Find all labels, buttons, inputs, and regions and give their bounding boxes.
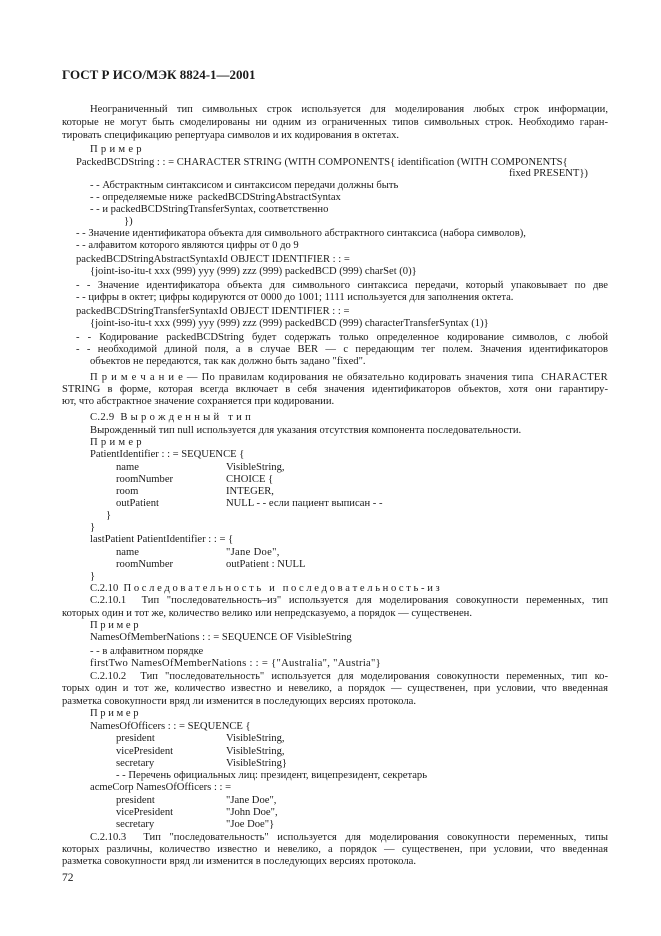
- text-line: - - Кодирование packedBCDString будет содержать только определенное кодирование символов, с любой: [76, 332, 608, 343]
- text-line: secretary: [116, 758, 155, 769]
- text-line: VisibleString}: [226, 758, 287, 769]
- text-line: - - алфавитом которого являются цифры от 0 до 9: [76, 240, 299, 251]
- text-line: STRING в форме, которая всегда включает в себя значения идентификаторов объектов, хотя они гарантиру-: [62, 384, 608, 395]
- text-line: - - Перечень официальных лиц: президент, вицепрезидент, секретарь: [116, 770, 428, 781]
- text-line: Вырожденный тип null используется для указания отсутствия компонента последовательности.: [90, 425, 522, 436]
- text-line: П р и м е р: [90, 620, 139, 631]
- text-line: - - и packedBCDStringTransferSyntax, соответственно: [90, 204, 329, 215]
- text-line: INTEGER,: [226, 486, 274, 497]
- text-line: - - Значение идентификатора объекта для символьного синтаксиса передачи, который упаковывает по две: [76, 280, 608, 291]
- text-line: ют, что абстрактное значение сохраняется при кодировании.: [62, 396, 335, 407]
- text-line: которые не могут быть смоделированы ни одним из ограниченных типов символьных строк. Необходимо гаран-: [62, 117, 608, 128]
- text-line: president: [116, 733, 155, 744]
- text-line: VisibleString,: [226, 462, 285, 473]
- text-line: C.2.10 П о с л е д о в а т е л ь н о с т ь и п о с л е д о в а т е л ь н о с т ь - и з: [90, 583, 440, 594]
- text-line: {joint-iso-itu-t xxx (999) yyy (999) zzz (999) packedBCD (999) characterTransferSyntax (1)}: [90, 318, 489, 329]
- text-line: {joint-iso-itu-t xxx (999) yyy (999) zzz (999) packedBCD (999) charSet (0)}: [90, 266, 417, 277]
- text-line: roomNumber: [116, 474, 174, 485]
- text-line: - - необходимой длиной поля, а в случае BER — с передающим тег полем. Значения идентификаторов: [76, 344, 608, 355]
- text-line: - - цифры в октет; цифры кодируются от 0000 до 1001; 1111 используется для заполнения октета.: [76, 292, 514, 303]
- text-line: room: [116, 486, 139, 497]
- text-line: NamesOfMemberNations : : = SEQUENCE OF VisibleString: [90, 632, 352, 643]
- text-line: VisibleString,: [226, 746, 285, 757]
- text-line: vicePresident: [116, 807, 174, 818]
- text-line: П р и м е р: [90, 708, 139, 719]
- text-line: - - Абстрактным синтаксисом и синтаксисом передачи должны быть: [90, 180, 399, 191]
- text-line: name: [116, 547, 139, 558]
- text-line: roomNumber: [116, 559, 174, 570]
- text-line: которых один и тот же, количество велико или непредсказуемо, а порядок — существенен.: [62, 608, 473, 619]
- page-number: 72: [62, 872, 74, 884]
- text-line: C.2.10.1 Тип "последовательность–из" используется для моделирования совокупности переменных, тип: [90, 595, 608, 606]
- text-line: VisibleString,: [226, 733, 285, 744]
- text-line: - - определяемые ниже packedBCDStringAbstractSyntax: [90, 192, 341, 203]
- text-line: firstTwo NamesOfMemberNations : : = {"Australia", "Austria"}: [90, 658, 382, 669]
- text-line: }): [124, 216, 133, 227]
- text-line: president: [116, 795, 155, 806]
- text-line: packedBCDStringTransferSyntaxId OBJECT IDENTIFIER : : =: [76, 306, 350, 317]
- text-line: - - в алфавитном порядке: [90, 646, 204, 657]
- text-line: vicePresident: [116, 746, 174, 757]
- text-line: тировать спецификацию репертуара символов и их кодирования в октетах.: [62, 130, 400, 141]
- text-line: П р и м е ч а н и е — По правилам кодирования не обязательно кодировать значения типа CHARACTER: [90, 372, 608, 383]
- text-line: }: [90, 571, 96, 582]
- text-line: lastPatient PatientIdentifier : : = {: [90, 534, 234, 545]
- text-line: C.2.10.3 Тип "последовательность" используется для моделирования совокупности переменных, типы: [90, 832, 608, 843]
- text-line: }: [90, 522, 96, 533]
- text-line: packedBCDStringAbstractSyntaxId OBJECT IDENTIFIER : : =: [76, 254, 350, 265]
- text-line: outPatient: [116, 498, 159, 509]
- text-line: "Jane Doe",: [226, 547, 280, 558]
- text-line: которых различны, количество известно и невелико, а порядок — существенен, при условии, что введенная: [62, 844, 608, 855]
- text-line: - - Значение идентификатора объекта для символьного абстрактного синтаксиса (набора символов),: [76, 228, 526, 239]
- text-line: NamesOfOfficers : : = SEQUENCE {: [90, 721, 251, 732]
- text-line: разметка совокупности вряд ли изменится в последующих версиях протокола.: [62, 856, 416, 867]
- text-line: "Joe Doe"}: [226, 819, 275, 830]
- text-line: Неограниченный тип символьных строк используется для моделирования любых строк информации,: [90, 104, 608, 115]
- text-line: PackedBCDString : : = CHARACTER STRING (WITH COMPONENTS{ identification (WITH COMPONENTS{: [76, 157, 568, 168]
- text-line: PatientIdentifier : : = SEQUENCE {: [90, 449, 245, 460]
- text-line: }: [106, 510, 112, 521]
- text-line: fixed PRESENT}): [509, 168, 588, 179]
- text-line: объектов не передаются, так как должно быть задано "fixed".: [90, 356, 366, 367]
- text-line: "John Doe",: [226, 807, 278, 818]
- text-line: торых один и тот же, количество известно и невелико, а порядок — существенен, при условии, что введенная: [62, 683, 608, 694]
- text-line: CHOICE {: [226, 474, 274, 485]
- text-line: П р и м е р: [90, 144, 142, 155]
- text-line: разметка совокупности вряд ли изменится в последующих версиях протокола.: [62, 696, 416, 707]
- text-line: secretary: [116, 819, 155, 830]
- text-line: acmeCorp NamesOfOfficers : : =: [90, 782, 232, 793]
- text-line: П р и м е р: [90, 437, 142, 448]
- text-line: "Jane Doe",: [226, 795, 277, 806]
- text-line: name: [116, 462, 139, 473]
- text-line: C.2.9 В ы р о ж д е н н ы й т и п: [90, 412, 252, 423]
- text-line: C.2.10.2 Тип "последовательность" используется для моделирования совокупности переменных, тип ко-: [90, 671, 608, 682]
- text-line: outPatient : NULL: [226, 559, 306, 570]
- document-header: ГОСТ Р ИСО/МЭК 8824-1—2001: [62, 67, 256, 82]
- text-line: NULL - - если пациент выписан - -: [226, 498, 383, 509]
